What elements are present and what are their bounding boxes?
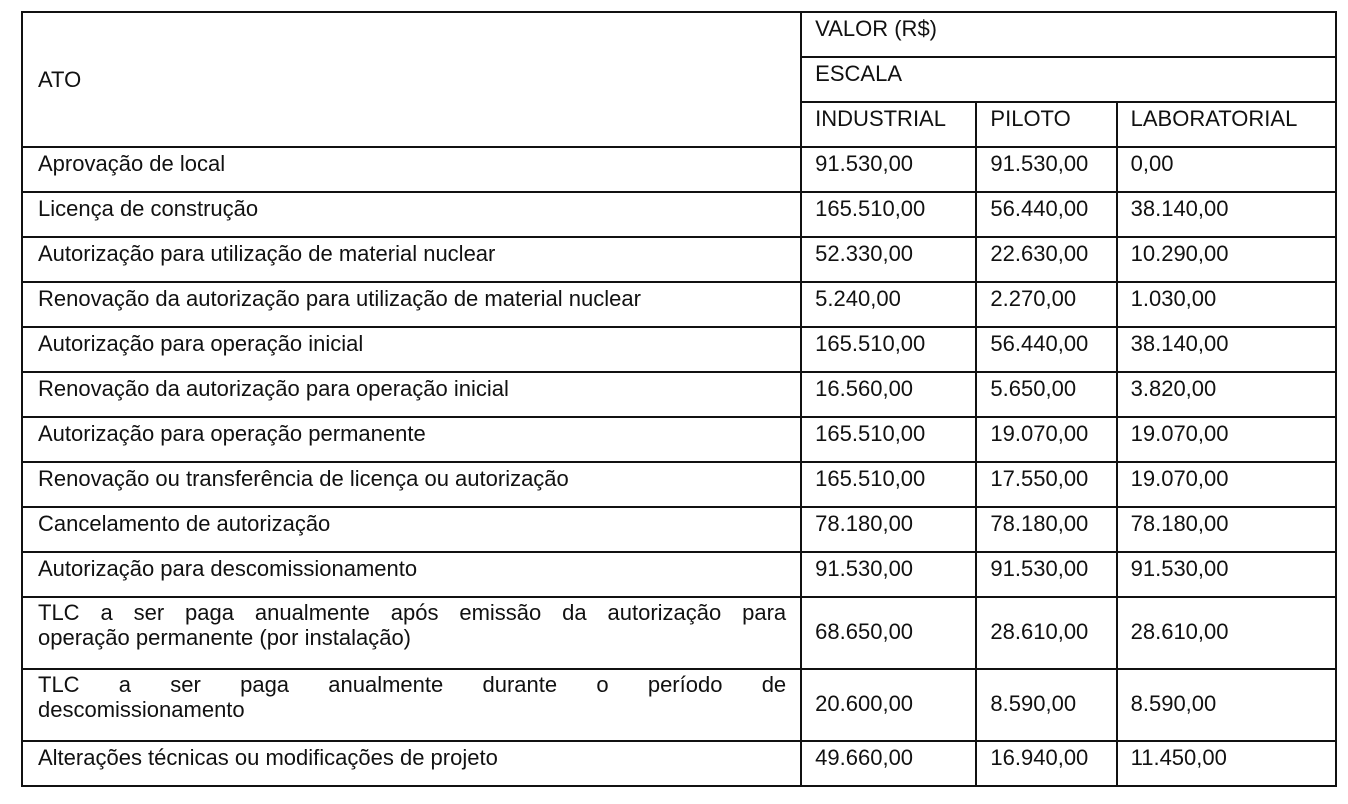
laboratorial-value: 19.070,00: [1117, 417, 1336, 462]
industrial-value: 91.530,00: [801, 552, 976, 597]
table-row: [22, 147, 1336, 192]
piloto-value: 8.590,00: [976, 669, 1116, 741]
piloto-value: 16.940,00: [976, 741, 1116, 786]
laboratorial-value: 78.180,00: [1117, 507, 1336, 552]
table-row: [22, 372, 1336, 417]
piloto-value: 17.550,00: [976, 462, 1116, 507]
piloto-value: 19.070,00: [976, 417, 1116, 462]
industrial-value: 165.510,00: [801, 192, 976, 237]
header-industrial: INDUSTRIAL: [801, 102, 976, 147]
ato-cell: Autorização para operação inicial: [22, 327, 801, 372]
piloto-value: 22.630,00: [976, 237, 1116, 282]
ato-cell: Renovação da autorização para operação inicial: [22, 372, 801, 417]
laboratorial-value: 1.030,00: [1117, 282, 1336, 327]
ato-cell: Autorização para descomissionamento: [22, 552, 801, 597]
industrial-value: 5.240,00: [801, 282, 976, 327]
piloto-value: 56.440,00: [976, 327, 1116, 372]
industrial-value: 165.510,00: [801, 327, 976, 372]
industrial-value: 165.510,00: [801, 417, 976, 462]
fees-table: [21, 11, 1337, 787]
header-ato: ATO: [22, 12, 801, 147]
header-valor: VALOR (R$): [801, 12, 1336, 57]
table-row: [22, 669, 1336, 741]
table-row: [22, 741, 1336, 786]
ato-cell: Cancelamento de autorização: [22, 507, 801, 552]
piloto-value: 28.610,00: [976, 597, 1116, 669]
ato-cell: [22, 669, 801, 741]
industrial-value: 68.650,00: [801, 597, 976, 669]
laboratorial-value: 8.590,00: [1117, 669, 1336, 741]
table-row: [22, 507, 1336, 552]
header-laboratorial: LABORATORIAL: [1117, 102, 1336, 147]
ato-line: operação permanente (por instalação): [38, 625, 412, 650]
industrial-value: 16.560,00: [801, 372, 976, 417]
table-row: [22, 282, 1336, 327]
piloto-value: 91.530,00: [976, 147, 1116, 192]
laboratorial-value: 38.140,00: [1117, 192, 1336, 237]
industrial-value: 52.330,00: [801, 237, 976, 282]
laboratorial-value: 3.820,00: [1117, 372, 1336, 417]
laboratorial-value: 91.530,00: [1117, 552, 1336, 597]
piloto-value: 91.530,00: [976, 552, 1116, 597]
piloto-value: 78.180,00: [976, 507, 1116, 552]
table-row: [22, 237, 1336, 282]
ato-cell: Autorização para utilização de material nuclear: [22, 237, 801, 282]
table-row: [22, 597, 1336, 669]
ato-cell: [22, 597, 801, 669]
ato-cell: Licença de construção: [22, 192, 801, 237]
laboratorial-value: 0,00: [1117, 147, 1336, 192]
laboratorial-value: 10.290,00: [1117, 237, 1336, 282]
piloto-value: 5.650,00: [976, 372, 1116, 417]
table-row: [22, 327, 1336, 372]
table-row: [22, 462, 1336, 507]
laboratorial-value: 38.140,00: [1117, 327, 1336, 372]
header-row-valor: [22, 12, 1336, 57]
piloto-value: 2.270,00: [976, 282, 1116, 327]
table-row: [22, 552, 1336, 597]
header-escala: ESCALA: [801, 57, 1336, 102]
industrial-value: 91.530,00: [801, 147, 976, 192]
laboratorial-value: 19.070,00: [1117, 462, 1336, 507]
ato-line: TLC a ser paga anualmente após emissão da autorização para: [38, 600, 787, 625]
ato-cell: Renovação da autorização para utilização de material nuclear: [22, 282, 801, 327]
laboratorial-value: 28.610,00: [1117, 597, 1336, 669]
industrial-value: 49.660,00: [801, 741, 976, 786]
industrial-value: 20.600,00: [801, 669, 976, 741]
ato-line: TLC a ser paga anualmente durante o período de: [38, 672, 787, 697]
table-row: [22, 417, 1336, 462]
ato-line: descomissionamento: [38, 697, 245, 722]
ato-cell: Renovação ou transferência de licença ou autorização: [22, 462, 801, 507]
industrial-value: 78.180,00: [801, 507, 976, 552]
industrial-value: 165.510,00: [801, 462, 976, 507]
header-piloto: PILOTO: [976, 102, 1116, 147]
table-row: [22, 192, 1336, 237]
ato-cell: Aprovação de local: [22, 147, 801, 192]
ato-cell: Alterações técnicas ou modificações de projeto: [22, 741, 801, 786]
laboratorial-value: 11.450,00: [1117, 741, 1336, 786]
ato-cell: Autorização para operação permanente: [22, 417, 801, 462]
piloto-value: 56.440,00: [976, 192, 1116, 237]
